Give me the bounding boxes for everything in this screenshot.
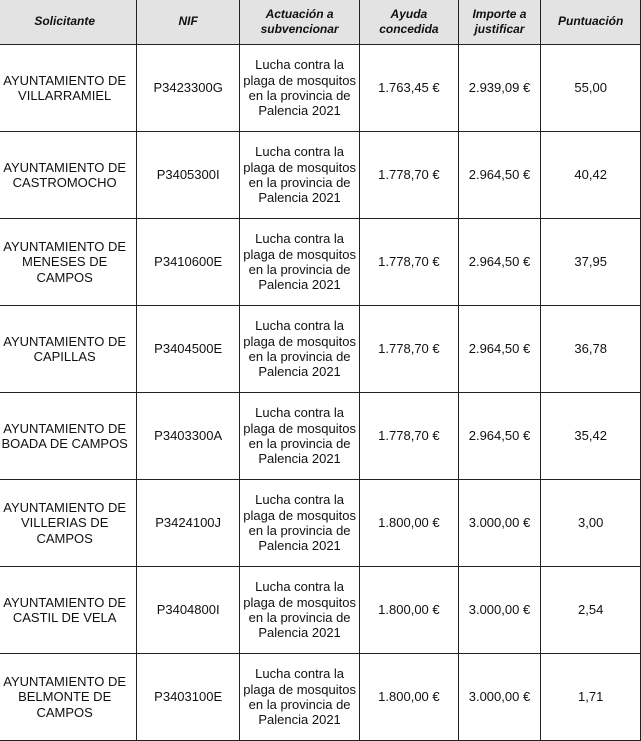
cell-puntuacion: 1,71: [541, 654, 641, 741]
cell-actuacion: Lucha contra la plaga de mosquitos en la provincia de Palencia 2021: [239, 45, 359, 132]
cell-solicitante: AYUNTAMIENTO DE VILLERIAS DE CAMPOS: [0, 480, 137, 567]
cell-ayuda: 1.800,00 €: [360, 654, 458, 741]
cell-nif: P3403100E: [137, 654, 240, 741]
cell-puntuacion: 55,00: [541, 45, 641, 132]
cell-nif: P3404800I: [137, 567, 240, 654]
cell-ayuda: 1.763,45 €: [360, 45, 458, 132]
cell-importe: 3.000,00 €: [458, 480, 541, 567]
cell-ayuda: 1.778,70 €: [360, 132, 458, 219]
cell-nif: P3405300I: [137, 132, 240, 219]
cell-solicitante: AYUNTAMIENTO DE VILLARRAMIEL: [0, 45, 137, 132]
cell-ayuda: 1.800,00 €: [360, 480, 458, 567]
cell-actuacion: Lucha contra la plaga de mosquitos en la provincia de Palencia 2021: [239, 132, 359, 219]
cell-ayuda: 1.778,70 €: [360, 393, 458, 480]
table-row: [0, 306, 641, 393]
header-actuacion: Actuación a subvencionar: [239, 0, 359, 45]
cell-actuacion: Lucha contra la plaga de mosquitos en la provincia de Palencia 2021: [239, 219, 359, 306]
cell-puntuacion: 2,54: [541, 567, 641, 654]
cell-nif: P3410600E: [137, 219, 240, 306]
cell-puntuacion: 36,78: [541, 306, 641, 393]
header-importe: Importe a justificar: [458, 0, 541, 45]
table-row: [0, 393, 641, 480]
header-ayuda: Ayuda concedida: [360, 0, 458, 45]
cell-importe: 2.964,50 €: [458, 306, 541, 393]
table-row: [0, 567, 641, 654]
cell-solicitante: AYUNTAMIENTO DE MENESES DE CAMPOS: [0, 219, 137, 306]
cell-importe: 2.939,09 €: [458, 45, 541, 132]
cell-nif: P3404500E: [137, 306, 240, 393]
cell-puntuacion: 40,42: [541, 132, 641, 219]
cell-solicitante: AYUNTAMIENTO DE BOADA DE CAMPOS: [0, 393, 137, 480]
table-row: [0, 480, 641, 567]
cell-importe: 2.964,50 €: [458, 219, 541, 306]
table-row: [0, 219, 641, 306]
table-row: [0, 654, 641, 741]
cell-actuacion: Lucha contra la plaga de mosquitos en la provincia de Palencia 2021: [239, 567, 359, 654]
cell-nif: P3424100J: [137, 480, 240, 567]
header-nif: NIF: [137, 0, 240, 45]
cell-puntuacion: 3,00: [541, 480, 641, 567]
cell-importe: 3.000,00 €: [458, 567, 541, 654]
cell-ayuda: 1.800,00 €: [360, 567, 458, 654]
cell-nif: P3403300A: [137, 393, 240, 480]
cell-solicitante: AYUNTAMIENTO DE CASTROMOCHO: [0, 132, 137, 219]
cell-ayuda: 1.778,70 €: [360, 219, 458, 306]
cell-nif: P3423300G: [137, 45, 240, 132]
cell-importe: 2.964,50 €: [458, 393, 541, 480]
header-solicitante: Solicitante: [0, 0, 137, 45]
cell-ayuda: 1.778,70 €: [360, 306, 458, 393]
cell-actuacion: Lucha contra la plaga de mosquitos en la provincia de Palencia 2021: [239, 654, 359, 741]
table-row: [0, 45, 641, 132]
cell-importe: 3.000,00 €: [458, 654, 541, 741]
cell-solicitante: AYUNTAMIENTO DE CASTIL DE VELA: [0, 567, 137, 654]
cell-actuacion: Lucha contra la plaga de mosquitos en la provincia de Palencia 2021: [239, 480, 359, 567]
cell-solicitante: AYUNTAMIENTO DE BELMONTE DE CAMPOS: [0, 654, 137, 741]
table-header-row: [0, 0, 641, 45]
cell-puntuacion: 35,42: [541, 393, 641, 480]
cell-solicitante: AYUNTAMIENTO DE CAPILLAS: [0, 306, 137, 393]
cell-actuacion: Lucha contra la plaga de mosquitos en la provincia de Palencia 2021: [239, 393, 359, 480]
cell-importe: 2.964,50 €: [458, 132, 541, 219]
cell-puntuacion: 37,95: [541, 219, 641, 306]
table-row: [0, 132, 641, 219]
cell-actuacion: Lucha contra la plaga de mosquitos en la provincia de Palencia 2021: [239, 306, 359, 393]
header-puntuacion: Puntuación: [541, 0, 641, 45]
